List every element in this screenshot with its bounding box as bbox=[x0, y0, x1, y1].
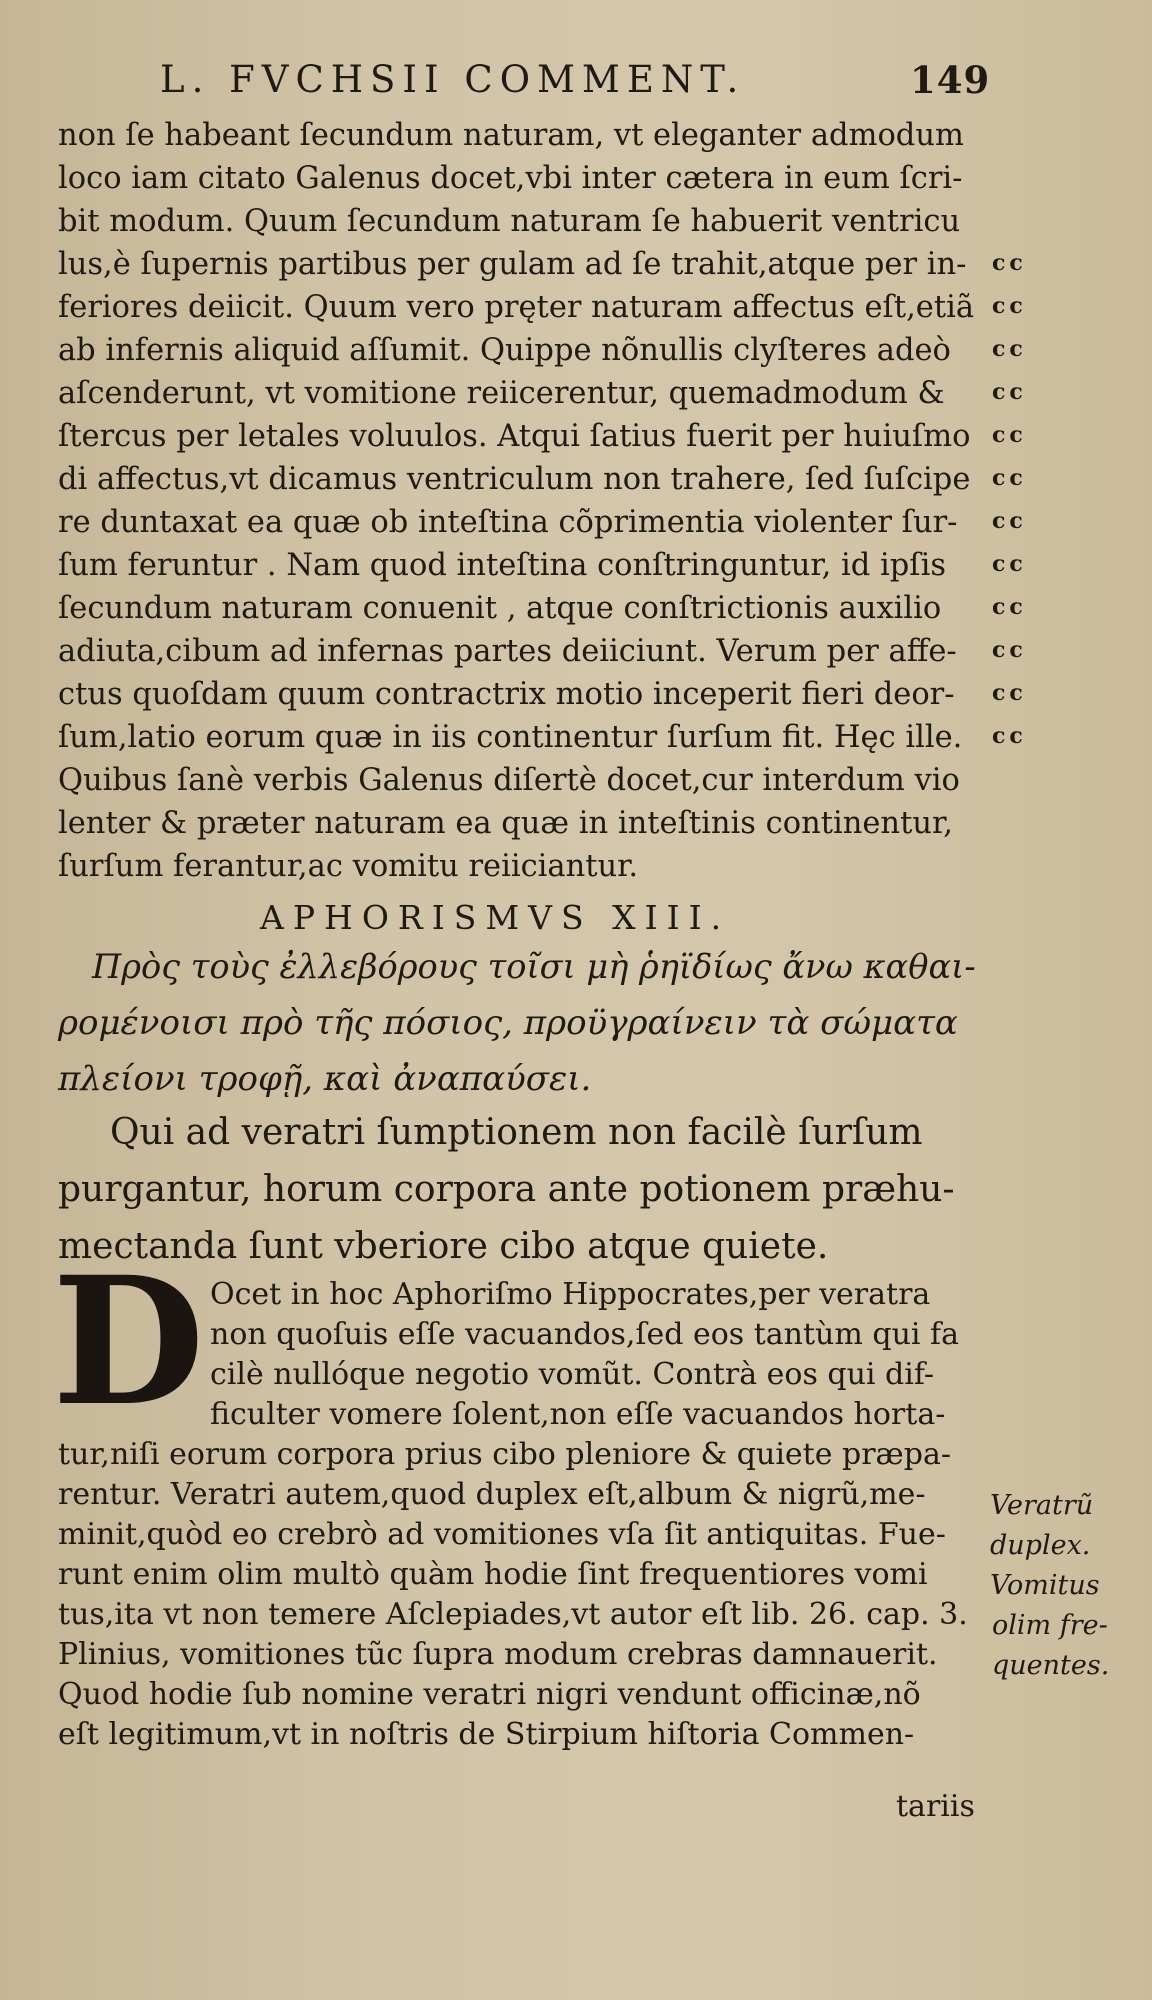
text-line: Ocet in hoc Aphoriſmo Hippocrates,per veratra bbox=[210, 1277, 931, 1312]
text-line: feriores deiicit. Quum vero pręter naturam affectus eſt,etiã bbox=[58, 290, 975, 325]
text-line: ficulter vomere ſolent,non eſſe vacuandos horta- bbox=[210, 1397, 946, 1432]
text-line: bit modum. Quum ſecundum naturam ſe habuerit ventricu bbox=[58, 204, 961, 239]
text-line: non quoſuis eſſe vacuandos,ſed eos tantùm qui fa bbox=[210, 1317, 960, 1352]
page-header bbox=[160, 52, 1000, 108]
quote-mark: cc bbox=[992, 637, 1027, 663]
margin-note: Veratrũ bbox=[990, 1490, 1094, 1521]
catchword: tariis bbox=[896, 1789, 975, 1824]
quote-mark: cc bbox=[992, 336, 1027, 362]
quote-mark: cc bbox=[992, 723, 1027, 749]
text-line: ab infernis aliquid aſſumit. Quippe nõnullis clyſteres adeò bbox=[58, 333, 951, 368]
text-line: lus,è ſupernis partibus per gulam ad ſe trahit,atque per in- bbox=[58, 247, 967, 282]
greek-line: Πρὸς τοὺς ἐλλεβόρους τοῖσι μὴ ῥηϊδίως ἄνω καθαι- bbox=[92, 947, 976, 987]
aphorism-heading: APHORISMVS XIII. bbox=[260, 898, 731, 937]
text-line: cilè nullóque negotio vomũt. Contrà eos qui dif- bbox=[210, 1357, 935, 1392]
quote-mark: cc bbox=[992, 551, 1027, 577]
text-line: tur,niſi eorum corpora prius cibo pleniore & quiete præpa- bbox=[58, 1437, 951, 1472]
text-line: lenter & præter naturam ea quæ in inteſtinis continentur, bbox=[58, 806, 953, 841]
text-line: di affectus,vt dicamus ventriculum non trahere, ſed ſuſcipe bbox=[58, 462, 971, 497]
greek-line: ρομένοισι πρὸ τῆς πόσιος, προϋγραίνειν τὰ σώματα bbox=[58, 1003, 958, 1043]
text-line: Quibus ſanè verbis Galenus diſertè docet,cur interdum vio bbox=[58, 763, 960, 798]
running-title: L. FVCHSII COMMENT. bbox=[160, 58, 746, 101]
quote-mark: cc bbox=[992, 465, 1027, 491]
quote-mark: cc bbox=[992, 379, 1027, 405]
text-line: tus,ita vt non temere Aſclepiades,vt autor eſt lib. 26. cap. 3. bbox=[58, 1597, 968, 1632]
text-line: ſecundum naturam conuenit , atque conſtrictionis auxilio bbox=[58, 591, 942, 626]
text-line: adiuta,cibum ad infernas partes deiiciunt. Verum per affe- bbox=[58, 634, 957, 669]
text-line: re duntaxat ea quæ ob inteſtina cõprimentia violenter ſur- bbox=[58, 505, 958, 540]
margin-note: quentes. bbox=[992, 1650, 1110, 1681]
quote-mark: cc bbox=[992, 250, 1027, 276]
text-line: Plinius, vomitiones tũc ſupra modum crebras damnauerit. bbox=[58, 1637, 938, 1672]
text-line: eſt legitimum,vt in noſtris de Stirpium hiſtoria Commen- bbox=[58, 1717, 915, 1752]
text-line: non ſe habeant ſecundum naturam, vt eleganter admodum bbox=[58, 118, 964, 153]
margin-note: Vomitus bbox=[990, 1570, 1100, 1601]
text-line: rentur. Veratri autem,quod duplex eſt,album & nigrũ,me- bbox=[58, 1477, 926, 1512]
text-line: ctus quoſdam quum contractrix motio inceperit fieri deor- bbox=[58, 677, 955, 712]
margin-note: olim fre- bbox=[992, 1610, 1108, 1641]
aphorism-line: mectanda ſunt vberiore cibo atque quiete. bbox=[58, 1226, 829, 1267]
drop-capital: D bbox=[52, 1238, 205, 1445]
quote-mark: cc bbox=[992, 680, 1027, 706]
quote-mark: cc bbox=[992, 422, 1027, 448]
quote-mark: cc bbox=[992, 508, 1027, 534]
text-line: ſum,latio eorum quæ in iis continentur ſurſum fit. Hęc ille. bbox=[58, 720, 963, 755]
text-line: Quod hodie ſub nomine veratri nigri vendunt officinæ,nõ bbox=[58, 1677, 921, 1712]
greek-line: πλείονι τροφῇ, καὶ ἀναπαύσει. bbox=[58, 1059, 592, 1099]
margin-note: duplex. bbox=[990, 1530, 1091, 1561]
text-line: aſcenderunt, vt vomitione reiicerentur, quemadmodum & bbox=[58, 376, 945, 411]
text-line: runt enim olim multò quàm hodie ſint frequentiores vomi bbox=[58, 1557, 928, 1592]
folio-number: 149 bbox=[910, 58, 991, 102]
text-line: loco iam citato Galenus docet,vbi inter cætera in eum ſcri- bbox=[58, 161, 963, 196]
text-line: ſum feruntur . Nam quod inteſtina conſtringuntur, id ipſis bbox=[58, 548, 946, 583]
text-line: ſurſum ferantur,ac vomitu reiiciantur. bbox=[58, 849, 639, 884]
quote-mark: cc bbox=[992, 293, 1027, 319]
aphorism-line: purgantur, horum corpora ante potionem præhu- bbox=[58, 1169, 955, 1210]
aphorism-line: Qui ad veratri ſumptionem non facilè ſurſum bbox=[110, 1112, 923, 1153]
quote-mark: cc bbox=[992, 594, 1027, 620]
text-line: ſtercus per letales voluulos. Atqui ſatius fuerit per huiuſmo bbox=[58, 419, 971, 454]
text-line: minit,quòd eo crebrò ad vomitiones vſa ſit antiquitas. Fue- bbox=[58, 1517, 946, 1552]
